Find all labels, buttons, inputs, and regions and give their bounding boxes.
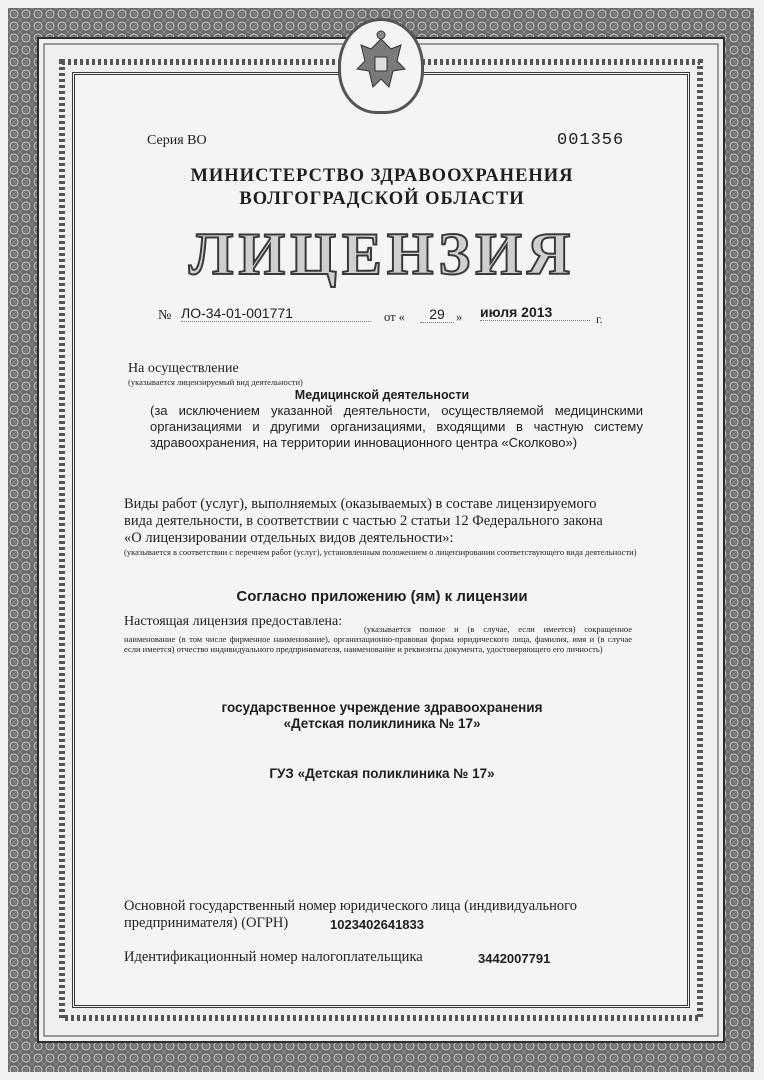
org-short-name: ГУЗ «Детская поликлиника № 17» xyxy=(269,766,495,781)
granted-label: Настоящая лицензия предоставлена: xyxy=(124,614,343,629)
ministry-line-2: ВОЛГОГРАДСКОЙ ОБЛАСТИ xyxy=(239,189,525,209)
coat-of-arms-icon xyxy=(338,18,424,114)
works-line-3: «О лицензировании отдельных видов деятельности»: xyxy=(124,530,454,546)
works-line-2: вида деятельности, в соответствии с частью 2 статьи 12 Федерального закона xyxy=(124,513,603,529)
granted-hint: (указывается полное и (в случае, если имеется) сокращенное наименование (в том числе фирменное наименование), организационно-правовая форма юридического лица, фамилия, имя и (в случае если имеется) отчество индивидуального предпринимателя, наименование и реквизиты документа, удостоверяющего его личность) xyxy=(124,624,632,654)
date-day: 29 xyxy=(420,306,454,323)
works-hint: (указывается в соответствии с перечнем работ (услуг), установленным положением о лицензировании соответствующего вида деятельности) xyxy=(124,547,637,557)
date-suffix: г. xyxy=(596,312,603,326)
ogrn-value: 1023402641833 xyxy=(330,917,424,932)
inn-value: 3442007791 xyxy=(478,951,551,966)
ogrn-label-line-1: Основной государственный номер юридического лица (индивидуального xyxy=(124,898,577,914)
works-line-1: Виды работ (услуг), выполняемых (оказываемых) в составе лицензируемого xyxy=(124,496,597,512)
document-title: ЛИЦЕНЗИЯ xyxy=(188,221,576,287)
series-label: Серия ВО xyxy=(147,133,207,148)
license-number: ЛО-34-01-001771 xyxy=(181,305,371,322)
date-month-year: июля 2013 xyxy=(480,304,590,321)
number-prefix: № xyxy=(158,308,172,323)
appendix-text: Согласно приложению (ям) к лицензии xyxy=(236,588,528,605)
activity-title: Медицинской деятельности xyxy=(294,388,470,402)
org-full-line-2: «Детская поликлиника № 17» xyxy=(283,716,481,731)
ogrn-label-line-2: предпринимателя) (ОГРН) xyxy=(124,915,289,931)
date-from-label: от « xyxy=(384,310,405,324)
activity-hint: (указывается лицензируемый вид деятельности) xyxy=(128,377,303,387)
org-full-line-1: государственное учреждение здравоохранения xyxy=(221,700,543,715)
inn-label: Идентификационный номер налогоплательщика xyxy=(124,949,423,965)
date-quote: » xyxy=(456,310,463,324)
activity-details: (за исключением указанной деятельности, осуществляемой медицинскими организациями и другими организациями, входящими в частную систему здравоохранения, на территории инновационного центра «Сколково») xyxy=(150,403,643,450)
serial-number: 001356 xyxy=(557,131,625,150)
activity-intro: На осуществление xyxy=(128,361,239,376)
ministry-line-1: МИНИСТЕРСТВО ЗДРАВООХРАНЕНИЯ xyxy=(190,166,574,186)
